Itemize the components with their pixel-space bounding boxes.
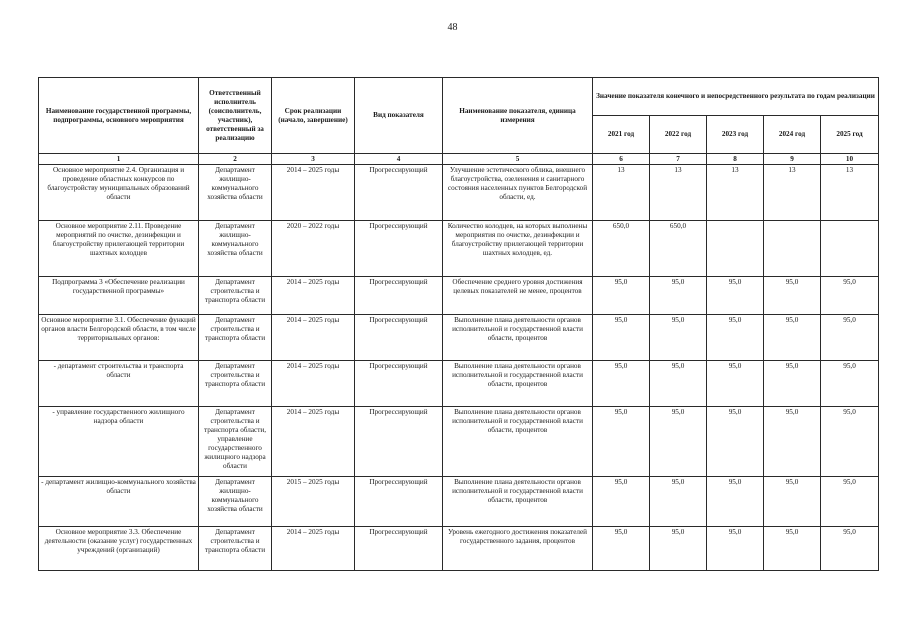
cell-value: 95,0: [764, 477, 821, 527]
cell-value: 95,0: [593, 361, 650, 407]
cell-value: 95,0: [593, 527, 650, 571]
header-term: Срок реализации (начало, завершение): [272, 78, 355, 154]
cell-executor: Департамент строительства и транспорта области, управление государственного жилищного надзора области: [199, 407, 272, 477]
column-number: 6: [593, 154, 650, 165]
cell-executor: Департамент жилищно-коммунального хозяйства области: [199, 477, 272, 527]
column-number: 8: [707, 154, 764, 165]
cell-value: 95,0: [707, 477, 764, 527]
cell-term: 2014 – 2025 годы: [272, 315, 355, 361]
column-number: 7: [650, 154, 707, 165]
cell-indicator: Улучшение эстетического облика, внешнего благоустройства, озеленения и санитарного состояния населенных пунктов Белгородской области, ед.: [443, 165, 593, 221]
cell-type: Прогрессирующий: [355, 315, 443, 361]
cell-executor: Департамент строительства и транспорта области: [199, 315, 272, 361]
cell-value: 95,0: [593, 477, 650, 527]
cell-type: Прогрессирующий: [355, 477, 443, 527]
cell-executor: Департамент жилищно-коммунального хозяйства области: [199, 165, 272, 221]
cell-value: 95,0: [707, 407, 764, 477]
table-row: [39, 477, 879, 527]
cell-program: - управление государственного жилищного надзора области: [39, 407, 199, 477]
cell-term: 2014 – 2025 годы: [272, 277, 355, 315]
cell-program: - департамент жилищно-коммунального хозяйства области: [39, 477, 199, 527]
cell-program: Основное мероприятие 3.3. Обеспечение деятельности (оказание услуг) государственных учреждений (организаций): [39, 527, 199, 571]
cell-value: [764, 221, 821, 277]
cell-executor: Департамент жилищно-коммунального хозяйства области: [199, 221, 272, 277]
cell-value: 95,0: [650, 477, 707, 527]
cell-term: 2014 – 2025 годы: [272, 361, 355, 407]
cell-value: 13: [707, 165, 764, 221]
cell-value: 95,0: [764, 315, 821, 361]
cell-value: 95,0: [821, 527, 879, 571]
cell-value: 95,0: [650, 361, 707, 407]
cell-term: 2014 – 2025 годы: [272, 407, 355, 477]
cell-type: Прогрессирующий: [355, 221, 443, 277]
header-year: 2021 год: [593, 116, 650, 154]
cell-value: 95,0: [821, 477, 879, 527]
cell-type: Прогрессирующий: [355, 165, 443, 221]
cell-program: - департамент строительства и транспорта области: [39, 361, 199, 407]
cell-program: Основное мероприятие 2.4. Организация и проведение областных конкурсов по благоустройству муниципальных образований области: [39, 165, 199, 221]
cell-indicator: Выполнение плана деятельности органов исполнительной и государственной власти области, процентов: [443, 407, 593, 477]
cell-program: Основное мероприятие 3.1. Обеспечение функций органов власти Белгородской области, в том числе территориальных органов:: [39, 315, 199, 361]
table-row: [39, 165, 879, 221]
cell-value: 95,0: [650, 277, 707, 315]
table-row: [39, 361, 879, 407]
cell-value: [707, 221, 764, 277]
column-number: 1: [39, 154, 199, 165]
cell-value: 95,0: [593, 277, 650, 315]
header-year: 2025 год: [821, 116, 879, 154]
cell-value: [821, 221, 879, 277]
cell-indicator: Выполнение плана деятельности органов исполнительной и государственной власти области, процентов: [443, 361, 593, 407]
cell-type: Прогрессирующий: [355, 361, 443, 407]
header-values-group: Значение показателя конечного и непосредственного результата по годам реализации: [593, 78, 879, 116]
column-number-row: [39, 154, 879, 165]
cell-indicator: Выполнение плана деятельности органов исполнительной и государственной власти области, процентов: [443, 477, 593, 527]
cell-value: 95,0: [821, 361, 879, 407]
cell-value: 95,0: [707, 315, 764, 361]
header-program: Наименование государственной программы, подпрограммы, основного мероприятия: [39, 78, 199, 154]
cell-value: 650,0: [593, 221, 650, 277]
table-row: [39, 315, 879, 361]
cell-executor: Департамент строительства и транспорта области: [199, 527, 272, 571]
column-number: 9: [764, 154, 821, 165]
cell-value: 650,0: [650, 221, 707, 277]
header-year: 2024 год: [764, 116, 821, 154]
table-row: [39, 527, 879, 571]
cell-value: 95,0: [650, 315, 707, 361]
cell-program: Подпрограмма 3 «Обеспечение реализации государственной программы»: [39, 277, 199, 315]
page-number: 48: [447, 22, 458, 33]
cell-type: Прогрессирующий: [355, 277, 443, 315]
cell-value: 95,0: [650, 527, 707, 571]
cell-value: 95,0: [593, 315, 650, 361]
column-number: 4: [355, 154, 443, 165]
cell-type: Прогрессирующий: [355, 527, 443, 571]
header-year: 2022 год: [650, 116, 707, 154]
cell-value: 95,0: [593, 407, 650, 477]
cell-term: 2020 – 2022 годы: [272, 221, 355, 277]
cell-value: 95,0: [707, 361, 764, 407]
cell-value: 95,0: [821, 315, 879, 361]
cell-program: Основное мероприятие 2.11. Проведение мероприятий по очистке, дезинфекции и благоустройству прилегающей территории шахтных колодцев: [39, 221, 199, 277]
cell-value: 13: [593, 165, 650, 221]
cell-indicator: Обеспечение среднего уровня достижения целевых показателей не менее, процентов: [443, 277, 593, 315]
cell-indicator: Выполнение плана деятельности органов исполнительной и государственной власти области, процентов: [443, 315, 593, 361]
cell-value: 95,0: [650, 407, 707, 477]
cell-indicator: Уровень ежегодного достижения показателей государственного задания, процентов: [443, 527, 593, 571]
cell-indicator: Количество колодцев, на которых выполнены мероприятия по очистке, дезинфекции и благоустройству прилегающей территории шахтных колодцев, ед.: [443, 221, 593, 277]
column-number: 2: [199, 154, 272, 165]
cell-value: 95,0: [707, 527, 764, 571]
cell-executor: Департамент строительства и транспорта области: [199, 277, 272, 315]
indicators-table: [38, 77, 879, 571]
cell-value: 95,0: [764, 361, 821, 407]
cell-executor: Департамент строительства и транспорта области: [199, 361, 272, 407]
cell-value: 13: [650, 165, 707, 221]
header-indicator-type: Вид показателя: [355, 78, 443, 154]
header-year: 2023 год: [707, 116, 764, 154]
header-indicator-name: Наименование показателя, единица измерения: [443, 78, 593, 154]
cell-value: 95,0: [821, 277, 879, 315]
cell-value: 95,0: [764, 407, 821, 477]
cell-value: 13: [821, 165, 879, 221]
cell-value: 95,0: [821, 407, 879, 477]
cell-value: 95,0: [764, 277, 821, 315]
table-row: [39, 407, 879, 477]
cell-term: 2015 – 2025 годы: [272, 477, 355, 527]
header-executor: Ответственный исполнитель (соисполнитель, участник), ответственный за реализацию: [199, 78, 272, 154]
cell-value: 95,0: [707, 277, 764, 315]
table-row: [39, 221, 879, 277]
column-number: 5: [443, 154, 593, 165]
cell-value: 95,0: [764, 527, 821, 571]
column-number: 10: [821, 154, 879, 165]
cell-type: Прогрессирующий: [355, 407, 443, 477]
cell-term: 2014 – 2025 годы: [272, 165, 355, 221]
cell-term: 2014 – 2025 годы: [272, 527, 355, 571]
column-number: 3: [272, 154, 355, 165]
table-row: [39, 277, 879, 315]
cell-value: 13: [764, 165, 821, 221]
